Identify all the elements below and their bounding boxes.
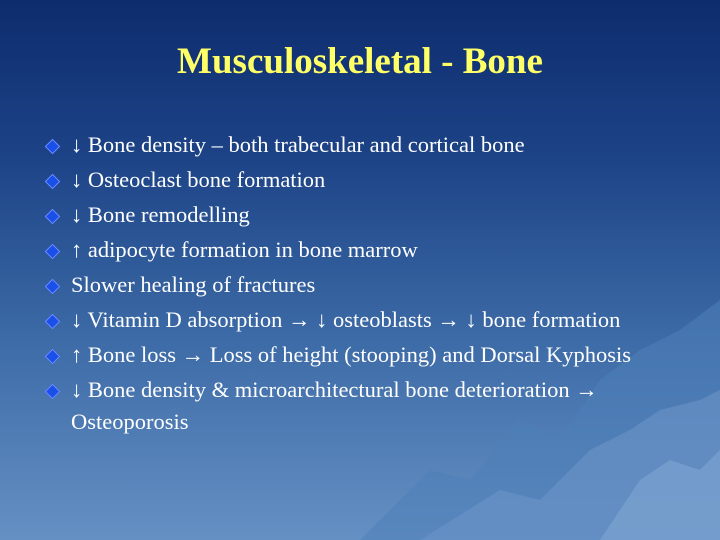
bullet-list [44,129,704,441]
bullet-item [44,164,704,196]
diamond-bullet-icon [45,314,61,330]
bullet-text: ↓ Osteoclast bone formation [71,167,326,192]
bullet-text: ↓ Bone density – both trabecular and cortical bone [71,132,525,157]
diamond-bullet-icon [45,174,61,190]
bullet-item [44,199,704,231]
bullet-item [44,339,704,371]
bullet-item [44,304,704,336]
bullet-text: ↓ Bone density & microarchitectural bone deterioration → Osteoporosis [71,377,598,434]
bullet-item [44,234,704,266]
diamond-bullet-icon [45,139,61,155]
diamond-bullet-icon [45,279,61,295]
bullet-item [44,269,704,301]
diamond-bullet-icon [45,209,61,225]
bullet-text: ↓ Bone remodelling [71,202,250,227]
bullet-text: ↑ Bone loss → Loss of height (stooping) and Dorsal Kyphosis [71,342,631,367]
bullet-text: Slower healing of fractures [71,272,316,297]
slide-title: Musculoskeletal - Bone [177,41,543,82]
bullet-item [44,374,704,438]
bullet-text: ↑ adipocyte formation in bone marrow [71,237,418,262]
diamond-bullet-icon [45,384,61,400]
bullet-item [44,129,704,161]
bullet-text: ↓ Vitamin D absorption → ↓ osteoblasts → ↓ bone formation [71,307,621,332]
diamond-bullet-icon [45,349,61,365]
diamond-bullet-icon [45,244,61,260]
